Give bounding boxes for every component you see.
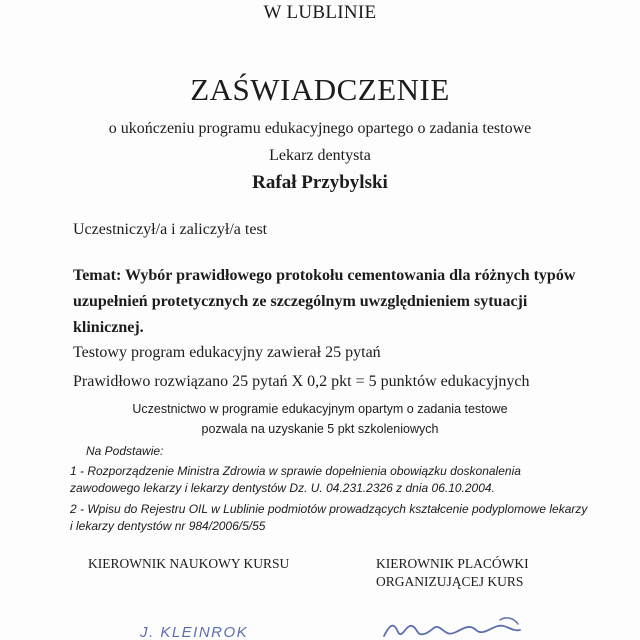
certificate-title: ZAŚWIADCZENIE: [190, 72, 450, 107]
course-topic: Temat: Wybór prawidłowego protokołu cementowania dla różnych typów uzupełnień protetycznych ze szczególnym uwzględnieniem sytuacji klinicznej.: [73, 267, 576, 336]
legal-basis-item-2: 2 - Wpisu do Rejestru OIL w Lublinie podmiotów prowadzących kształcenie podyplomowe lekarzy i lekarzy dentystów nr 984/2006/5/55: [70, 502, 588, 533]
legal-basis-item-1: 1 - Rozporządzenie Ministra Zdrowia w sprawie dopełnienia obowiązku doskonalenia zawodowego lekarzy i lekarzy dentystów Dz. U. 04.231.2326 z dnia 06.10.2004.: [70, 464, 521, 495]
questions-count-line: Testowy program edukacyjny zawierał 25 pytań: [73, 344, 381, 361]
certificate-subtitle: o ukończeniu programu edukacyjnego opartego o zadania testowe: [108, 120, 532, 137]
institution-line: W LUBLINIE: [263, 2, 377, 23]
facility-director-title-line-2: ORGANIZUJĄCEJ KURS: [376, 574, 524, 589]
handwritten-signature-right: [380, 614, 540, 640]
legal-basis-heading: Na Podstawie:: [86, 444, 164, 458]
participation-line-1: Uczestnictwo w programie edukacyjnym opartym o zadania testowe: [132, 402, 508, 416]
points-line: Prawidłowo rozwiązano 25 pytań X 0,2 pkt = 5 punktów edukacyjnych: [73, 373, 530, 390]
name-stamp-text: J. KLEINROK: [140, 624, 249, 640]
participated-line: Uczestniczył/a i zaliczył/a test: [73, 221, 268, 238]
facility-director-title-line-1: KIEROWNIK PLACÓWKI: [376, 556, 529, 571]
name-stamp-left: [138, 618, 278, 640]
scientific-director-title: KIEROWNIK NAUKOWY KURSU: [88, 556, 290, 571]
recipient-name: Rafał Przybylski: [252, 172, 388, 193]
participation-line-2: pozwala na uzyskanie 5 pkt szkoleniowych: [201, 422, 439, 436]
profession: Lekarz dentysta: [269, 147, 371, 164]
